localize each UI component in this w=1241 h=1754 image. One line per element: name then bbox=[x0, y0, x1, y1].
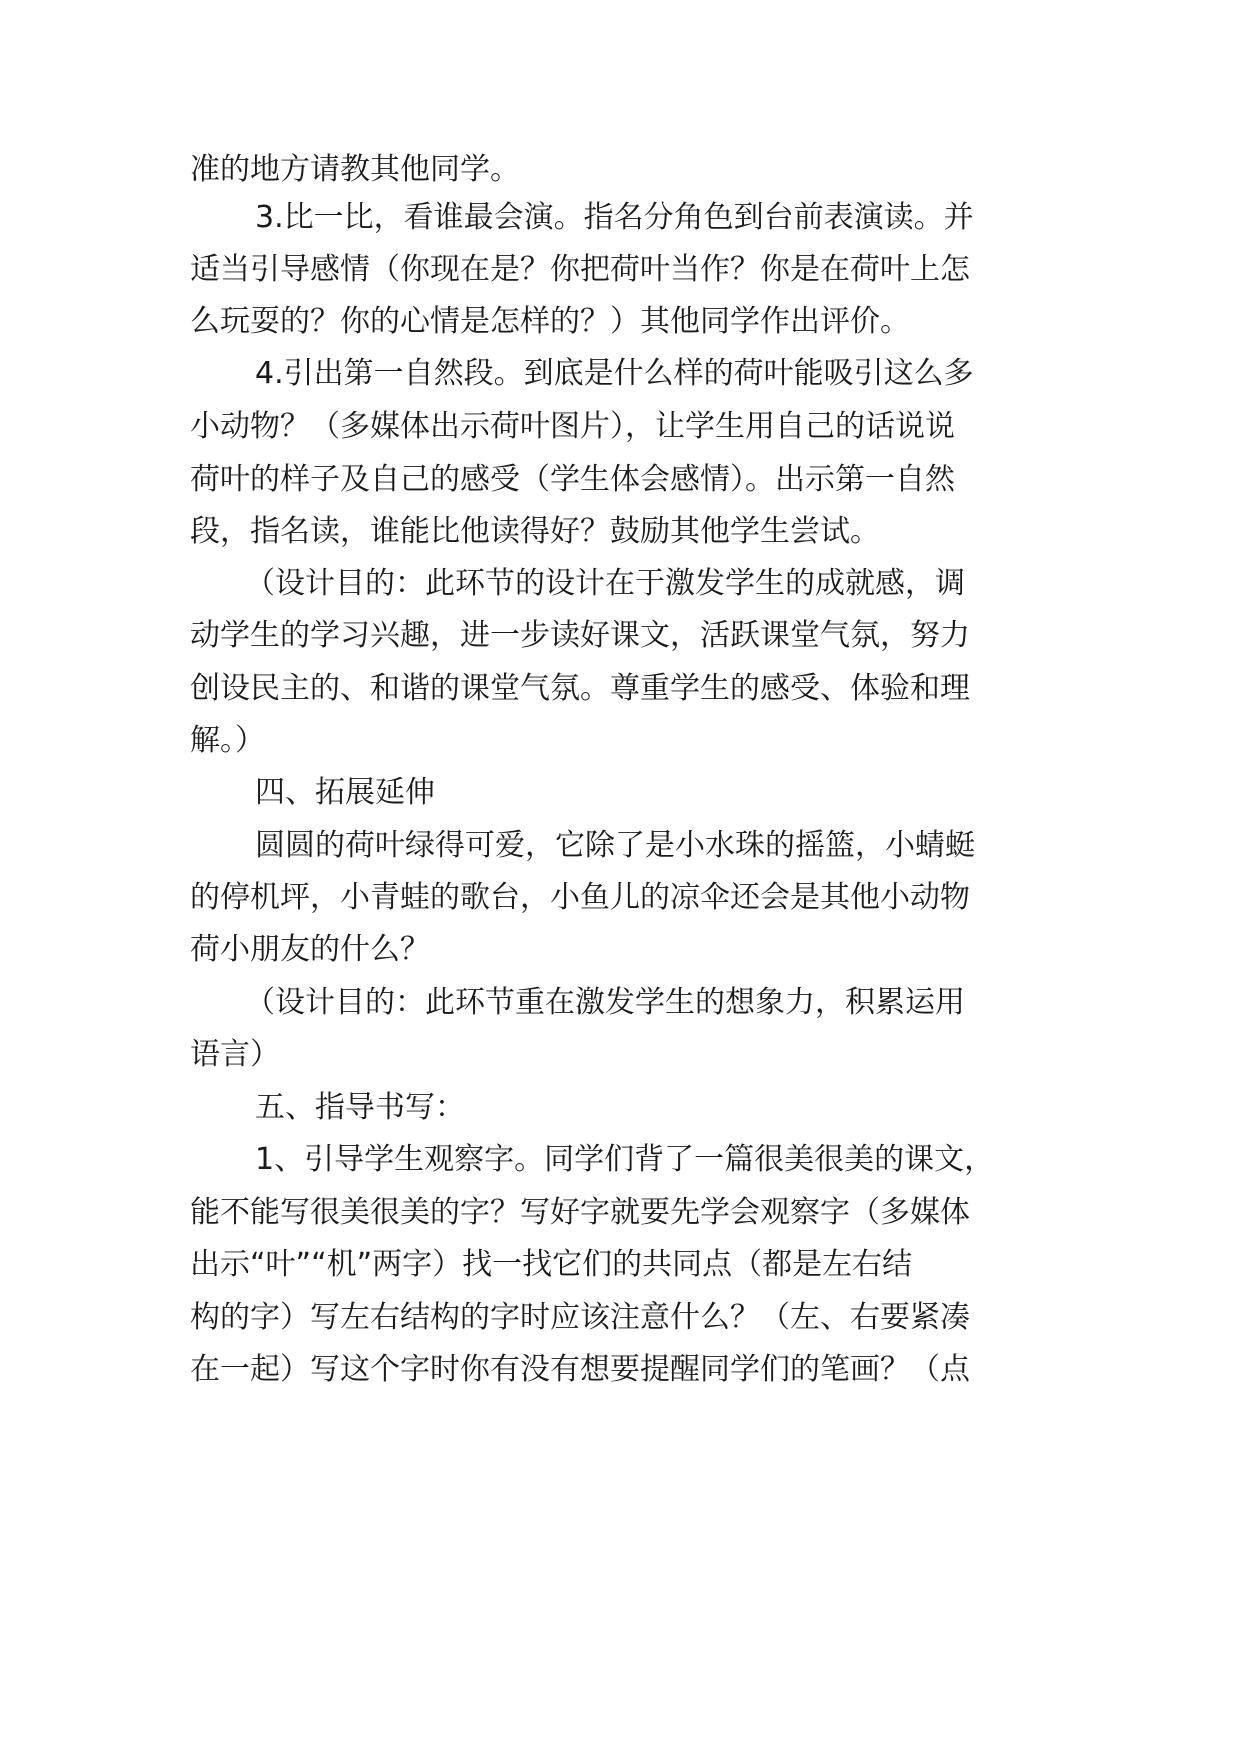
text-line: 1、引导学生观察字。同学们背了一篇很美很美的课文， bbox=[255, 1142, 995, 1177]
text-line: 能不能写很美很美的字？写好字就要先学会观察字（多媒体 bbox=[190, 1195, 970, 1230]
text-line: 荷小朋友的什么？ bbox=[190, 932, 430, 967]
text-line: 段，指名读，谁能比他读得好？鼓励其他学生尝试。 bbox=[190, 514, 880, 549]
text-line: 3.比一比，看谁最会演。指名分角色到台前表演读。并 bbox=[255, 200, 974, 235]
text-line: 适当引导感情（你现在是？你把荷叶当作？你是在荷叶上怎 bbox=[190, 252, 970, 287]
text-line: 解。） bbox=[190, 723, 265, 758]
text-line: 动学生的学习兴趣，进一步读好课文，活跃课堂气氛，努力 bbox=[190, 618, 970, 653]
text-line: （设计目的：此环节重在激发学生的想象力，积累运用 bbox=[245, 985, 965, 1020]
text-line: 圆圆的荷叶绿得可爱，它除了是小水珠的摇篮，小蜻蜓 bbox=[255, 828, 975, 863]
text-line: 的停机坪，小青蛙的歌台，小鱼儿的凉伞还会是其他小动物 bbox=[190, 880, 970, 915]
text-line: 创设民主的、和谐的课堂气氛。尊重学生的感受、体验和理 bbox=[190, 671, 970, 706]
text-line: （设计目的：此环节的设计在于激发学生的成就感，调 bbox=[245, 566, 965, 601]
text-line: 准的地方请教其他同学。 bbox=[190, 152, 520, 187]
section-heading: 五、指导书写： bbox=[255, 1090, 465, 1125]
text-line: 4.引出第一自然段。到底是什么样的荷叶能吸引这么多 bbox=[255, 356, 974, 391]
text-line: 在一起）写这个字时你有没有想要提醒同学们的笔画？（点 bbox=[190, 1352, 970, 1387]
text-line: 荷叶的样子及自己的感受（学生体会感情）。出示第一自然 bbox=[190, 462, 955, 497]
section-heading: 四、拓展延伸 bbox=[255, 775, 435, 810]
text-line: 出示“叶”“机”两字）找一找它们的共同点（都是左右结 bbox=[190, 1247, 913, 1282]
text-line: 语言） bbox=[190, 1037, 280, 1072]
text-line: 构的字）写左右结构的字时应该注意什么？（左、右要紧凑 bbox=[190, 1300, 970, 1335]
text-line: 小动物？（多媒体出示荷叶图片），让学生用自己的话说说 bbox=[190, 409, 955, 444]
text-line: 么玩耍的？你的心情是怎样的？）其他同学作出评价。 bbox=[190, 304, 910, 339]
